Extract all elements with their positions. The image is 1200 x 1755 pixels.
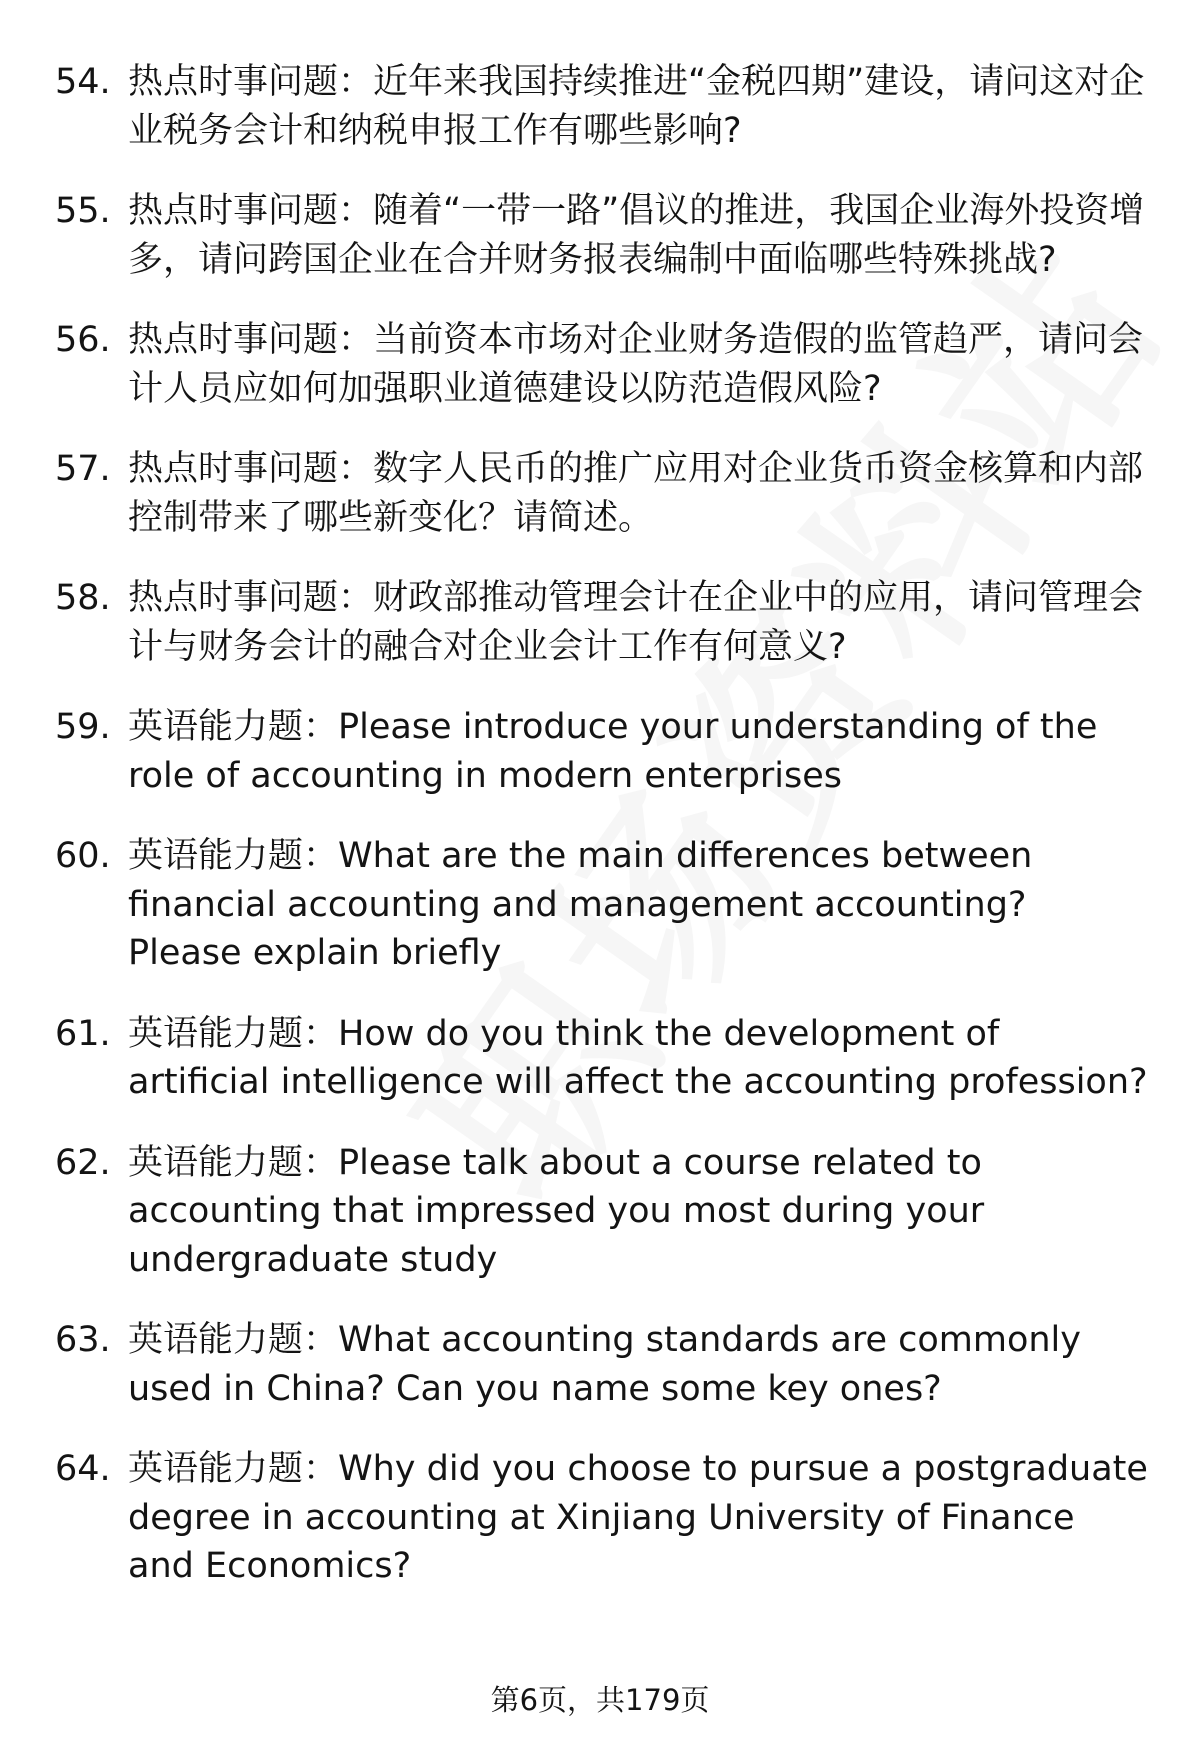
question-item — [0, 1010, 1200, 1107]
question-number: 55. — [55, 191, 111, 231]
page-number-label: 第6页，共179页 — [490, 1683, 710, 1717]
question-text: 热点时事问题：财政部推动管理会计在企业中的应用，请问管理会计与财务会计的融合对企业会计工作有何意义? — [128, 578, 1144, 667]
question-item — [0, 703, 1200, 800]
page-footer — [0, 1680, 1200, 1720]
question-text: 热点时事问题：当前资本市场对企业财务造假的监管趋严，请问会计人员应如何加强职业道德建设以防范造假风险? — [128, 320, 1144, 409]
question-number: 61. — [55, 1013, 111, 1054]
question-item — [0, 1445, 1200, 1591]
question-text: 热点时事问题：数字人民币的推广应用对企业货币资金核算和内部控制带来了哪些新变化？请简述。 — [128, 449, 1144, 538]
question-text: 英语能力题：What are the main differences between financial accounting and management accounting? Please explain briefly — [128, 836, 1033, 973]
question-item — [0, 1316, 1200, 1413]
question-item — [0, 58, 1200, 155]
question-number: 64. — [55, 1449, 111, 1489]
question-text: 热点时事问题：近年来我国持续推进“金税四期”建设，请问这对企业税务会计和纳税申报工作有哪些影响? — [128, 62, 1145, 151]
question-item — [0, 445, 1200, 542]
question-item — [0, 832, 1200, 978]
question-number: 59. — [55, 707, 111, 747]
question-list — [0, 58, 1200, 1623]
question-text: 英语能力题：How do you think the development of artificial intelligence will affect the accounting profession? — [128, 1013, 1148, 1102]
question-number: 58. — [55, 578, 111, 618]
question-number: 57. — [55, 449, 111, 489]
question-text: 英语能力题：What accounting standards are commonly used in China? Can you name some key ones? — [128, 1320, 1081, 1409]
question-item — [0, 187, 1200, 284]
question-number: 63. — [55, 1320, 111, 1360]
question-text: 英语能力题：Why did you choose to pursue a postgraduate degree in accounting at Xinjiang University of Finance and Economics? — [128, 1449, 1148, 1586]
question-item — [0, 316, 1200, 413]
question-number: 60. — [55, 836, 111, 876]
question-number: 56. — [55, 320, 111, 360]
question-number: 54. — [55, 62, 111, 102]
question-text: 英语能力题：Please introduce your understanding of the role of accounting in modern enterprises — [128, 707, 1098, 796]
question-item — [0, 574, 1200, 671]
question-item — [0, 1139, 1200, 1285]
question-number: 62. — [55, 1142, 111, 1183]
question-text: 热点时事问题：随着“一带一路”倡议的推进，我国企业海外投资增多，请问跨国企业在合并财务报表编制中面临哪些特殊挑战? — [128, 191, 1145, 280]
question-text: 英语能力题：Please talk about a course related to accounting that impressed you most during your undergraduate study — [128, 1142, 985, 1280]
